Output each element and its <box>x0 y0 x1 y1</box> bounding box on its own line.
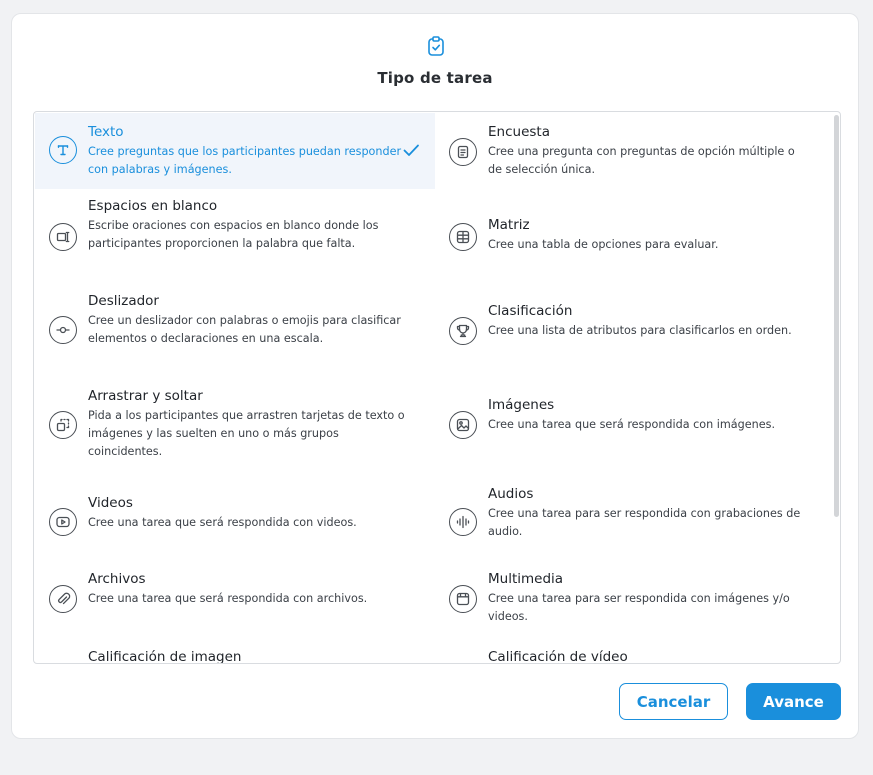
multimedia-window-icon <box>449 585 477 613</box>
task-type-dialog <box>11 13 859 739</box>
option-title: Texto <box>88 124 124 140</box>
option-description: Pida a los participantes que arrastren tarjetas de texto o imágenes y las suelten en uno o más grupos coincidentes. <box>88 409 405 458</box>
fill-blank-icon <box>49 223 77 251</box>
drag-drop-icon <box>49 411 77 439</box>
video-play-icon <box>49 508 77 536</box>
option-title: Arrastrar y soltar <box>88 388 203 404</box>
next-button[interactable]: Avance <box>746 683 841 720</box>
option-audios[interactable] <box>435 474 835 559</box>
option-archivos[interactable] <box>35 559 435 637</box>
trophy-icon <box>449 317 477 345</box>
option-arrastrar[interactable] <box>35 379 435 474</box>
option-imagenes[interactable] <box>435 379 835 474</box>
dialog-title: Tipo de tarea <box>377 69 493 87</box>
cancel-button[interactable]: Cancelar <box>619 683 728 720</box>
option-multimedia[interactable] <box>435 559 835 637</box>
option-description: Cree una tarea para ser respondida con imágenes y/o videos. <box>488 592 790 623</box>
option-title: Imágenes <box>488 397 555 413</box>
paperclip-icon <box>49 585 77 613</box>
option-description: Cree una lista de atributos para clasificarlos en orden. <box>488 324 792 337</box>
grid-table-icon <box>449 223 477 251</box>
clipboard-check-icon <box>425 35 447 57</box>
option-title: Espacios en blanco <box>88 198 218 214</box>
option-title: Archivos <box>88 571 146 587</box>
option-espacios[interactable] <box>35 189 435 284</box>
option-description: Cree preguntas que los participantes puedan responder con palabras y imágenes. <box>88 145 402 176</box>
audio-wave-icon <box>449 508 477 536</box>
option-description: Escribe oraciones con espacios en blanco donde los participantes proporcionen la palabra que falta. <box>88 219 379 250</box>
option-texto[interactable] <box>35 113 435 189</box>
option-description: Cree una pregunta con preguntas de opción múltiple o de selección única. <box>488 145 795 176</box>
option-description: Cree un deslizador con palabras o emojis para clasificar elementos o declaraciones en una escala. <box>88 314 401 345</box>
option-description: Cree una tarea que será respondida con archivos. <box>88 592 368 605</box>
slider-icon <box>49 316 77 344</box>
option-calificacion-video[interactable] <box>435 637 835 664</box>
option-title: Encuesta <box>488 124 550 140</box>
task-type-list[interactable] <box>33 111 841 664</box>
option-title: Calificación de imagen <box>88 649 242 664</box>
survey-checklist-icon <box>449 138 477 166</box>
option-title: Deslizador <box>88 293 159 309</box>
option-title: Multimedia <box>488 571 564 587</box>
option-title: Audios <box>488 486 534 502</box>
option-description: Cree una tarea para ser respondida con grabaciones de audio. <box>488 507 801 538</box>
image-icon <box>449 411 477 439</box>
option-title: Videos <box>88 495 133 511</box>
list-scrollbar[interactable] <box>834 115 839 517</box>
option-deslizador[interactable] <box>35 284 435 379</box>
option-description: Cree una tarea que será respondida con imágenes. <box>488 418 775 431</box>
option-calificacion-imagen[interactable] <box>35 637 435 664</box>
option-matriz[interactable] <box>435 189 835 284</box>
option-title: Calificación de vídeo <box>488 649 628 664</box>
option-description: Cree una tarea que será respondida con videos. <box>88 516 357 529</box>
option-encuesta[interactable] <box>435 113 835 189</box>
checkmark-icon <box>401 140 421 160</box>
option-description: Cree una tabla de opciones para evaluar. <box>488 238 719 251</box>
option-clasificacion[interactable] <box>435 284 835 379</box>
option-title: Matriz <box>488 217 530 233</box>
text-t-icon <box>49 136 77 164</box>
option-videos[interactable] <box>35 474 435 559</box>
option-title: Clasificación <box>488 303 573 319</box>
